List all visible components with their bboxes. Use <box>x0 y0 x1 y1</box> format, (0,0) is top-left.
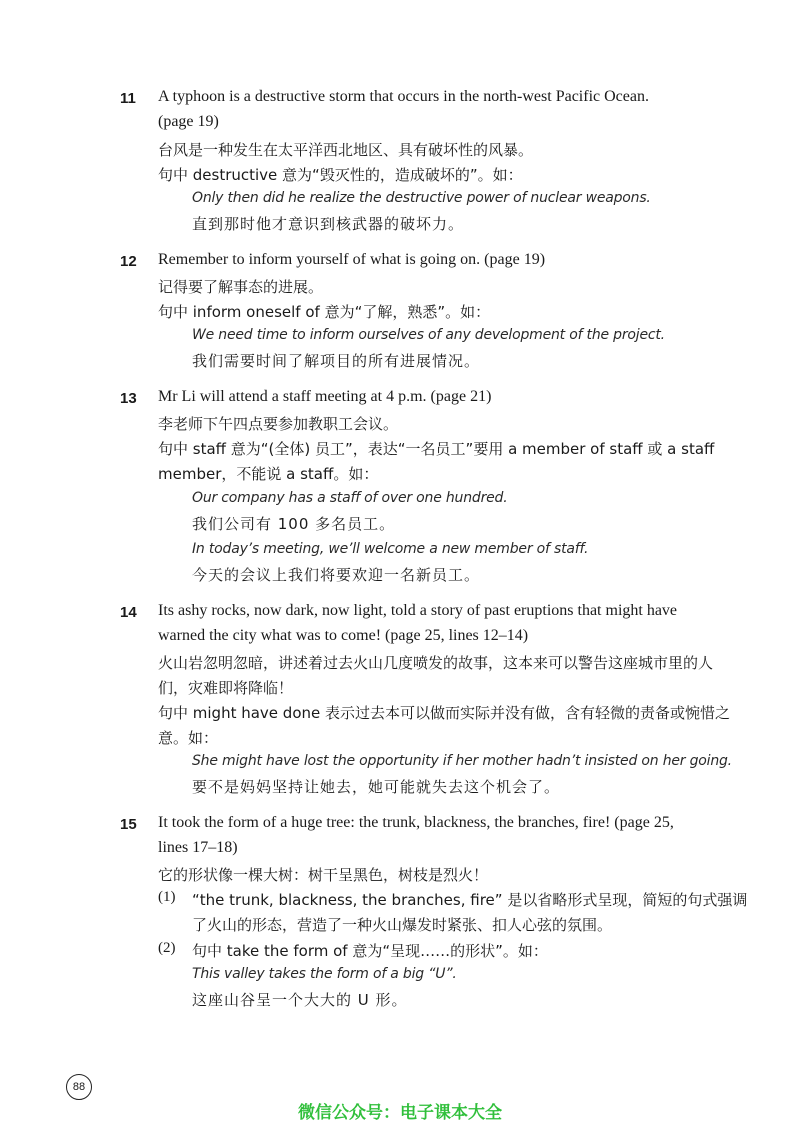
sub-item-line: 句中 take the form of 意为“呈现……的形状”。如： <box>192 942 548 960</box>
translation: 记得要了解事态的进展。 <box>158 278 324 296</box>
note-line: 意。如： <box>158 729 219 747</box>
sub-item-label: (2) <box>158 940 176 956</box>
sub-item-line: “the trunk, blackness, the branches, fire” 是以省略形式呈现，简短的句式强调 <box>192 891 748 909</box>
example-english: We need time to inform ourselves of any development of the project. <box>192 327 665 343</box>
note: 句中 destructive 意为“毁灭性的，造成破坏的”。如： <box>158 166 523 184</box>
translation-line: 火山岩忽明忽暗，讲述着过去火山几度喷发的故事，这本来可以警告这座城市里的人 <box>158 654 714 672</box>
example-chinese: 我们公司有 100 多名员工。 <box>192 515 396 533</box>
translation-line: 们，灾难即将降临！ <box>158 679 294 697</box>
sentence-line: It took the form of a huge tree: the trunk, blackness, the branches, fire! (page 25, <box>158 814 674 831</box>
entry-number: 14 <box>120 604 137 621</box>
page-number: 88 <box>66 1074 92 1100</box>
example-english: Only then did he realize the destructive power of nuclear weapons. <box>192 190 651 206</box>
entry-number: 15 <box>120 816 137 833</box>
sub-item-line: 了火山的形态，营造了一种火山爆发时紧张、扣人心弦的氛围。 <box>192 916 613 934</box>
note-line: 句中 staff 意为“(全体) 员工”，表达“一名员工”要用 a member of staff 或 a staff <box>158 440 715 458</box>
example-english: She might have lost the opportunity if her mother hadn’t insisted on her going. <box>192 753 732 769</box>
example-chinese: 我们需要时间了解项目的所有进展情况。 <box>192 352 481 370</box>
watermark-text: 微信公众号：电子课本大全 <box>298 1103 502 1123</box>
example-chinese: 这座山谷呈一个大大的 U 形。 <box>192 991 408 1009</box>
example-english: This valley takes the form of a big “U”. <box>192 966 457 982</box>
sentence-line: warned the city what was to come! (page 25, lines 12–14) <box>158 627 529 644</box>
entry-number: 13 <box>120 390 137 407</box>
example-chinese: 要不是妈妈坚持让她去，她可能就失去这个机会了。 <box>192 778 561 796</box>
sentence-line: lines 17–18) <box>158 839 238 856</box>
sub-item-label: (1) <box>158 889 176 905</box>
translation: 它的形状像一棵大树：树干呈黑色，树枝是烈火！ <box>158 866 489 884</box>
example-english: Our company has a staff of over one hundred. <box>192 490 508 506</box>
sentence-line: Its ashy rocks, now dark, now light, told a story of past eruptions that might have <box>158 602 678 619</box>
sentence-line: (page 19) <box>158 113 219 130</box>
example-chinese: 直到那时他才意识到核武器的破坏力。 <box>192 215 465 233</box>
entry-number: 12 <box>120 253 137 270</box>
sentence-line: A typhoon is a destructive storm that occurs in the north-west Pacific Ocean. <box>158 88 649 105</box>
entry-number: 11 <box>120 90 136 107</box>
note-line: 句中 might have done 表示过去本可以做而实际并没有做，含有轻微的责备或惋惜之 <box>158 704 731 722</box>
translation: 台风是一种发生在太平洋西北地区、具有破坏性的风暴。 <box>158 141 534 159</box>
sentence-line: Mr Li will attend a staff meeting at 4 p.m. (page 21) <box>158 388 492 405</box>
example-chinese: 今天的会议上我们将要欢迎一名新员工。 <box>192 566 481 584</box>
translation: 李老师下午四点要参加教职工会议。 <box>158 415 399 433</box>
note: 句中 inform oneself of 意为“了解，熟悉”。如： <box>158 303 491 321</box>
example-english: In today’s meeting, we’ll welcome a new member of staff. <box>192 541 589 557</box>
sentence-line: Remember to inform yourself of what is going on. (page 19) <box>158 251 546 268</box>
note-line: member，不能说 a staff。如： <box>158 465 379 483</box>
